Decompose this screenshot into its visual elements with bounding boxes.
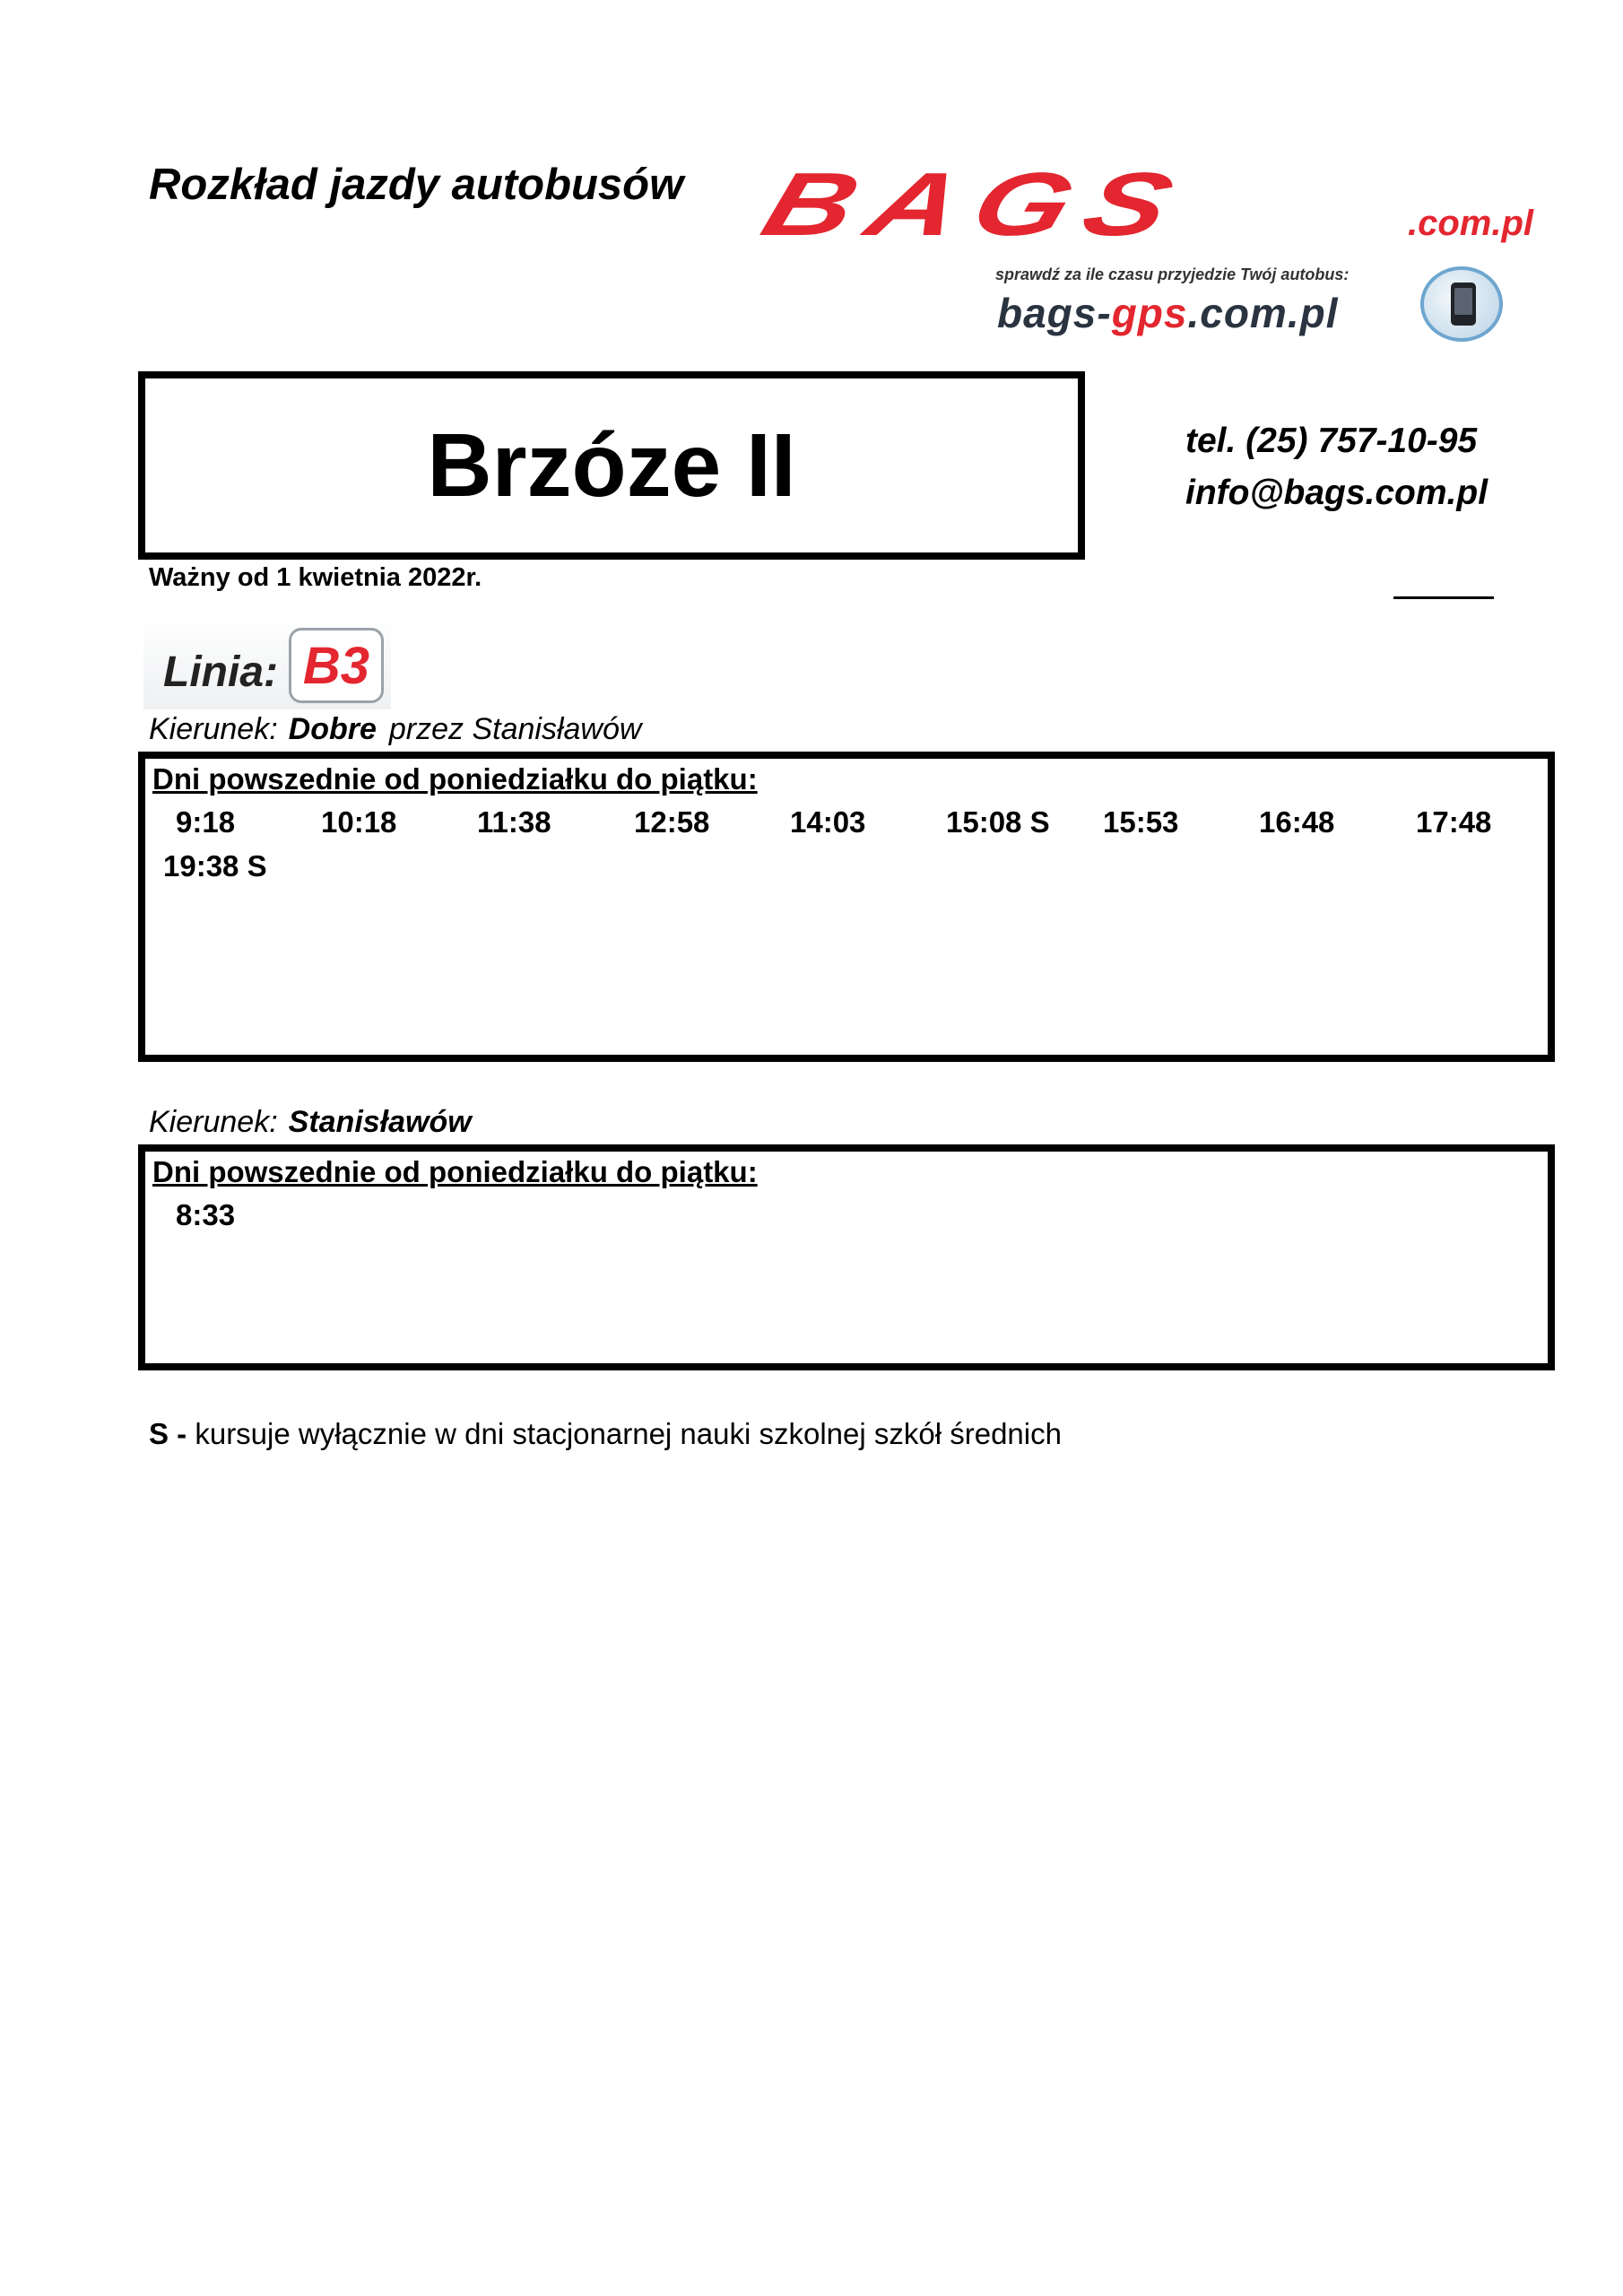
bags-logo-brand: BAGS	[751, 154, 1202, 255]
contact-info	[1185, 415, 1488, 519]
direction-1	[149, 712, 641, 747]
timetable-2	[138, 1144, 1555, 1370]
contact-phone: tel. (25) 757-10-95	[1185, 422, 1478, 460]
bags-logo-domain: .com.pl	[1407, 204, 1533, 243]
departure-time: 10:18	[321, 805, 397, 839]
direction-2-label: Kierunek:	[149, 1105, 278, 1139]
legend-symbol: S -	[149, 1417, 187, 1450]
departure-time: 11:38	[477, 805, 551, 839]
valid-from: Ważny od 1 kwietnia 2022r.	[149, 563, 482, 592]
departure-time: 17:48	[1416, 805, 1492, 839]
gps-site-red: gps	[1111, 290, 1188, 336]
document-title: Rozkład jazdy autobusów	[149, 161, 684, 209]
departure-time: 19:38 S	[163, 849, 267, 883]
contact-email: info@bags.com.pl	[1185, 474, 1488, 512]
stop-name: Brzóze II	[427, 414, 796, 516]
gps-site-logo	[997, 289, 1339, 337]
departure-time: 14:03	[790, 805, 866, 839]
departure-time: 15:08 S	[946, 805, 1050, 839]
timetable-1	[138, 752, 1555, 1062]
line-badge	[143, 615, 391, 709]
gps-site-suffix: .com.pl	[1187, 290, 1339, 336]
departure-time: 9:18	[176, 805, 236, 839]
short-rule	[1393, 596, 1494, 599]
phone-screen-shape	[1454, 288, 1472, 315]
legend-text: kursuje wyłącznie w dni stacjonarnej nauki szkolnej szkół średnich	[195, 1417, 1062, 1450]
departure-time: 12:58	[634, 805, 710, 839]
departure-time: 8:33	[176, 1198, 236, 1231]
bags-logo	[751, 154, 1533, 255]
gps-site-prefix: bags-	[997, 290, 1112, 336]
timetable-1-header: Dni powszednie od poniedziałku do piątku:	[152, 762, 758, 796]
line-code: B3	[289, 628, 384, 703]
departure-time: 16:48	[1259, 805, 1335, 839]
timetable-2-header: Dni powszednie od poniedziałku do piątku:	[152, 1155, 758, 1188]
direction-1-destination: Dobre	[288, 712, 377, 746]
direction-2	[149, 1105, 472, 1140]
departure-time: 15:53	[1103, 805, 1179, 839]
direction-2-destination: Stanisławów	[288, 1105, 472, 1139]
legend	[149, 1417, 1062, 1451]
gps-note: sprawdź za ile czasu przyjedzie Twój autobus:	[995, 265, 1350, 283]
direction-1-via: przez Stanisławów	[388, 712, 642, 746]
stop-name-box	[138, 371, 1085, 560]
line-label: Linia:	[163, 648, 278, 696]
phone-icon	[1420, 266, 1503, 342]
direction-1-label: Kierunek:	[149, 712, 278, 746]
